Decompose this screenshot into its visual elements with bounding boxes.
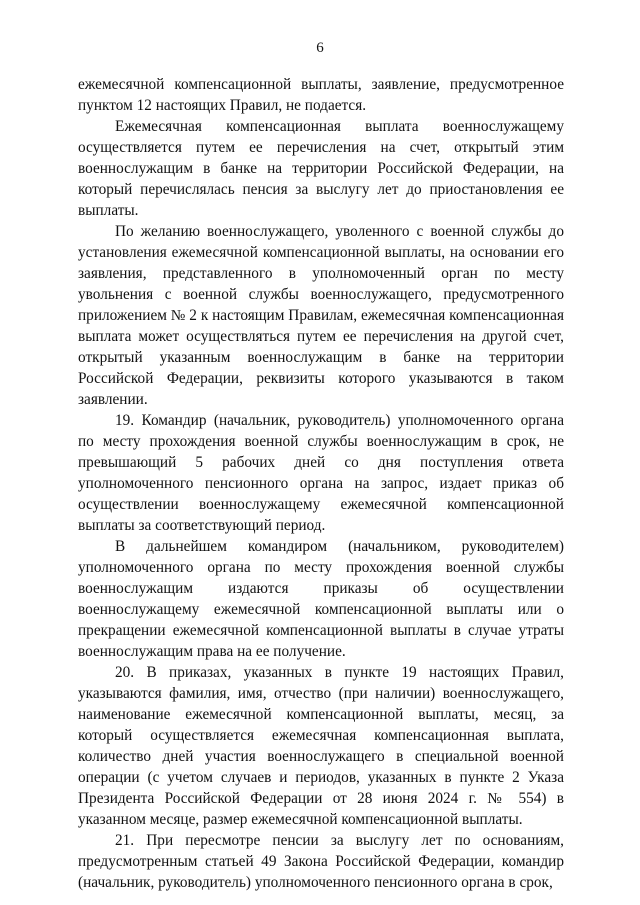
paragraph-further-orders: В дальнейшем командиром (начальником, руководителем) уполномоченного органа по месту прохождения военной службы военнослужащим издаются приказы об осуществлении военнослужащему ежемесячной компенсационной выплаты или о прекращении ежемесячной компенсационной выплаты в случае утраты военнослужащим права на ее получение. [78, 538, 564, 660]
paragraph-other-account: По желанию военнослужащего, уволенного с военной службы до установления ежемесячной компенсационной выплаты, на основании его заявления, представленного в уполномоченный орган по месту увольнения с военной службы военнослужащего, предусмотренного приложением № 2 к настоящим Правилам, ежемесячная компенсационная выплата может осуществляться путем ее перечисления на другой счет, открытый указанным военнослужащим в банке на территории Российской Федерации, реквизиты которого указываются в таком заявлении. [78, 223, 564, 408]
paragraph-continuation: ежемесячной компенсационной выплаты, заявление, предусмотренное пунктом 12 настоящих Правил, не подается. [78, 76, 564, 114]
paragraph-item-21: 21. При пересмотре пенсии за выслугу лет по основаниям, предусмотренным статьей 49 Закона Российской Федерации, командир (начальник, руководитель) уполномоченного пенсионного органа в срок, [78, 832, 564, 891]
document-body [78, 74, 564, 893]
page-number: 6 [316, 40, 324, 56]
paragraph-item-19: 19. Командир (начальник, руководитель) уполномоченного органа по месту прохождения военной службы военнослужащим в срок, не превышающий 5 рабочих дней со дня поступления ответа уполномоченного пенсионного органа на запрос, издает приказ об осуществлении военнослужащему ежемесячной компенсационной выплаты за соответствующий период. [78, 412, 564, 534]
paragraph-payment-method: Ежемесячная компенсационная выплата военнослужащему осуществляется путем ее перечисления на счет, открытый этим военнослужащим в банке на территории Российской Федерации, на который перечислялась пенсия за выслугу лет до приостановления ее выплаты. [78, 118, 564, 219]
paragraph-item-20: 20. В приказах, указанных в пункте 19 настоящих Правил, указываются фамилия, имя, отчество (при наличии) военнослужащего, наименование ежемесячной компенсационной выплаты, месяц, за который осуществляется ежемесячная компенсационная выплата, количество дней участия военнослужащего в специальной военной операции (с учетом случаев и периодов, указанных в пункте 2 Указа Президента Российской Федерации от 28 июня 2024 г. № 554) в указанном месяце, размер ежемесячной компенсационной выплаты. [78, 664, 564, 828]
